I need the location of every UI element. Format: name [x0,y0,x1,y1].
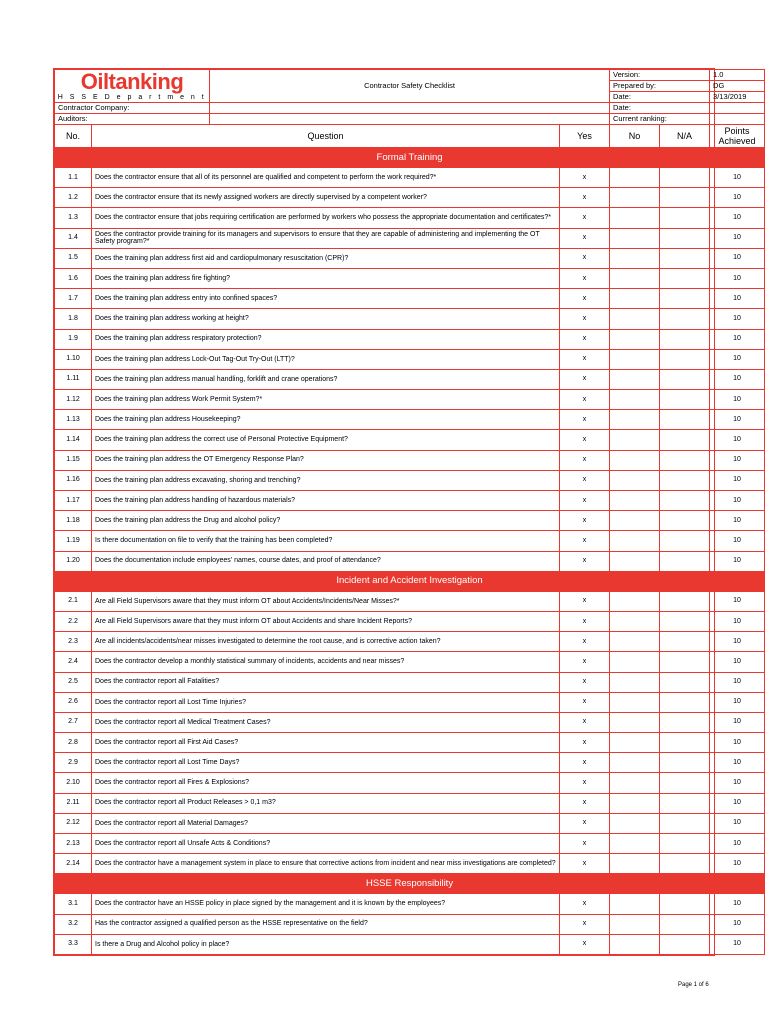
yes-cell[interactable]: x [560,491,610,511]
row-question: Is there documentation on file to verify that the training has been completed? [92,531,560,551]
col-no-answer: No [610,125,660,148]
no-cell[interactable] [610,834,660,854]
row-number: 1.4 [55,228,92,248]
yes-cell[interactable]: x [560,329,610,349]
page-footer: Page 1 of 6 [678,982,709,988]
points-cell: 10 [710,248,765,268]
points-cell: 10 [710,228,765,248]
no-cell[interactable] [610,914,660,934]
section-header [55,571,765,591]
auditors-field[interactable] [210,114,610,125]
checklist-sheet [53,68,756,956]
checklist-row [55,773,765,793]
points-cell: 10 [710,793,765,813]
checklist-row [55,914,765,934]
row-number: 1.2 [55,188,92,208]
no-cell[interactable] [610,390,660,410]
points-cell: 10 [710,611,765,631]
row-question: Does the training plan address Work Permit System?* [92,390,560,410]
points-cell: 10 [710,470,765,490]
yes-cell[interactable]: x [560,268,610,288]
na-cell[interactable] [660,430,710,450]
contractor-company-field[interactable] [210,103,610,114]
yes-cell[interactable]: x [560,470,610,490]
row-question: Does the contractor develop a monthly statistical summary of incidents, accidents and near misses? [92,652,560,672]
checklist-row [55,611,765,631]
no-cell[interactable] [610,591,660,611]
no-cell[interactable] [610,894,660,914]
na-cell[interactable] [660,632,710,652]
row-number: 1.5 [55,248,92,268]
checklist-row [55,289,765,309]
row-number: 1.6 [55,268,92,288]
checklist-table [54,69,765,955]
row-number: 1.11 [55,369,92,389]
yes-cell[interactable]: x [560,712,610,732]
points-cell: 10 [710,268,765,288]
no-cell[interactable] [610,692,660,712]
points-cell: 10 [710,692,765,712]
checklist-row [55,854,765,874]
no-cell[interactable] [610,470,660,490]
row-number: 3.1 [55,894,92,914]
checklist-row [55,813,765,833]
row-question: Does the contractor report all Lost Time Days? [92,753,560,773]
auditors-label: Auditors: [55,114,210,125]
row-question: Does the contractor report all Lost Time Injuries? [92,692,560,712]
na-cell[interactable] [660,228,710,248]
na-cell[interactable] [660,188,710,208]
no-cell[interactable] [610,349,660,369]
no-cell[interactable] [610,854,660,874]
points-cell: 10 [710,834,765,854]
col-question: Question [92,125,560,148]
checklist-row [55,934,765,954]
row-question: Does the training plan address handling of hazardous materials? [92,491,560,511]
no-cell[interactable] [610,773,660,793]
yes-cell[interactable]: x [560,733,610,753]
row-question: Does the training plan address Housekeeping? [92,410,560,430]
row-question: Has the contractor assigned a qualified person as the HSSE representative on the field? [92,914,560,934]
points-cell: 10 [710,188,765,208]
na-cell[interactable] [660,733,710,753]
points-cell: 10 [710,491,765,511]
row-number: 1.10 [55,349,92,369]
points-cell: 10 [710,551,765,571]
yes-cell[interactable]: x [560,611,610,631]
row-number: 2.7 [55,712,92,732]
yes-cell[interactable]: x [560,894,610,914]
no-cell[interactable] [610,430,660,450]
row-question: Does the training plan address excavating, shoring and trenching? [92,470,560,490]
row-question: Does the contractor ensure that its newly assigned workers are directly supervised by a competent worker? [92,188,560,208]
row-number: 1.15 [55,450,92,470]
na-cell[interactable] [660,268,710,288]
row-number: 2.5 [55,672,92,692]
row-question: Does the training plan address the Drug and alcohol policy? [92,511,560,531]
checklist-row [55,652,765,672]
no-cell[interactable] [610,268,660,288]
no-cell[interactable] [610,369,660,389]
na-cell[interactable] [660,894,710,914]
date2-label: Date: [610,103,710,114]
row-number: 1.9 [55,329,92,349]
row-number: 2.13 [55,834,92,854]
na-cell[interactable] [660,168,710,188]
row-number: 2.10 [55,773,92,793]
na-cell[interactable] [660,511,710,531]
no-cell[interactable] [610,208,660,228]
na-cell[interactable] [660,329,710,349]
points-cell: 10 [710,309,765,329]
prepared-by-label: Prepared by: [610,81,710,92]
yes-cell[interactable]: x [560,692,610,712]
na-cell[interactable] [660,793,710,813]
section-title: Incident and Accident Investigation [55,571,765,591]
na-cell[interactable] [660,591,710,611]
row-number: 2.14 [55,854,92,874]
yes-cell[interactable]: x [560,430,610,450]
current-ranking-label: Current ranking: [610,114,710,125]
na-cell[interactable] [660,813,710,833]
no-cell[interactable] [610,793,660,813]
no-cell[interactable] [610,733,660,753]
row-question: Does the training plan address Lock-Out Tag-Out Try-Out (LTT)? [92,349,560,369]
na-cell[interactable] [660,390,710,410]
points-cell: 10 [710,349,765,369]
department-label: H S S E D e p a r t m e n t [57,94,207,101]
row-number: 1.18 [55,511,92,531]
checklist-row [55,369,765,389]
no-cell[interactable] [610,491,660,511]
row-number: 2.3 [55,632,92,652]
checklist-row [55,712,765,732]
na-cell[interactable] [660,854,710,874]
row-number: 2.11 [55,793,92,813]
checklist-row [55,188,765,208]
yes-cell[interactable]: x [560,773,610,793]
row-number: 2.4 [55,652,92,672]
version-label: Version: [610,70,710,81]
document-title: Contractor Safety Checklist [210,70,610,103]
no-cell[interactable] [610,813,660,833]
prepared-by-value: DG [710,81,765,92]
yes-cell[interactable]: x [560,511,610,531]
yes-cell[interactable]: x [560,228,610,248]
row-number: 1.14 [55,430,92,450]
row-number: 1.1 [55,168,92,188]
row-number: 3.3 [55,934,92,954]
yes-cell[interactable]: x [560,248,610,268]
na-cell[interactable] [660,692,710,712]
row-number: 1.16 [55,470,92,490]
checklist-row [55,450,765,470]
checklist-row [55,692,765,712]
no-cell[interactable] [610,228,660,248]
points-cell: 10 [710,712,765,732]
row-number: 1.17 [55,491,92,511]
no-cell[interactable] [610,712,660,732]
row-question: Does the training plan address first aid and cardiopulmonary resuscitation (CPR)? [92,248,560,268]
no-cell[interactable] [610,248,660,268]
na-cell[interactable] [660,773,710,793]
col-yes: Yes [560,125,610,148]
row-question: Does the training plan address entry into confined spaces? [92,289,560,309]
checklist-row [55,591,765,611]
checklist-row [55,551,765,571]
na-cell[interactable] [660,410,710,430]
yes-cell[interactable]: x [560,834,610,854]
row-number: 2.12 [55,813,92,833]
no-cell[interactable] [610,410,660,430]
row-question: Does the documentation include employees' names, course dates, and proof of attendance? [92,551,560,571]
points-cell: 10 [710,430,765,450]
yes-cell[interactable]: x [560,531,610,551]
checklist-row [55,168,765,188]
row-question: Does the training plan address the correct use of Personal Protective Equipment? [92,430,560,450]
row-number: 2.2 [55,611,92,631]
checklist-row [55,248,765,268]
logo-cell [55,70,210,103]
current-ranking-field[interactable] [710,114,765,125]
checklist-row [55,632,765,652]
row-number: 1.8 [55,309,92,329]
row-question: Does the contractor report all Product Releases > 0,1 m3? [92,793,560,813]
yes-cell[interactable]: x [560,289,610,309]
yes-cell[interactable]: x [560,753,610,773]
checklist-row [55,793,765,813]
no-cell[interactable] [610,934,660,954]
row-question: Does the contractor have a management system in place to ensure that corrective actions from incident and near miss investigations are completed? [92,854,560,874]
points-cell: 10 [710,854,765,874]
na-cell[interactable] [660,652,710,672]
checklist-row [55,834,765,854]
yes-cell[interactable]: x [560,349,610,369]
points-cell: 10 [710,591,765,611]
row-question: Does the contractor report all Unsafe Acts & Conditions? [92,834,560,854]
yes-cell[interactable]: x [560,854,610,874]
checklist-row [55,733,765,753]
checklist-row [55,329,765,349]
row-question: Does the contractor report all Material Damages? [92,813,560,833]
col-na: N/A [660,125,710,148]
no-cell[interactable] [610,611,660,631]
points-cell: 10 [710,733,765,753]
oiltanking-logo: Oiltanking [80,69,184,94]
points-cell: 10 [710,390,765,410]
col-points: Points Achieved [710,125,765,148]
checklist-row [55,491,765,511]
na-cell[interactable] [660,934,710,954]
points-cell: 10 [710,450,765,470]
row-number: 2.9 [55,753,92,773]
points-cell: 10 [710,369,765,389]
points-cell: 10 [710,329,765,349]
checklist-row [55,470,765,490]
points-cell: 10 [710,773,765,793]
yes-cell[interactable]: x [560,632,610,652]
yes-cell[interactable]: x [560,208,610,228]
no-cell[interactable] [610,450,660,470]
checklist-row [55,894,765,914]
row-question: Does the contractor report all Fires & Explosions? [92,773,560,793]
yes-cell[interactable]: x [560,188,610,208]
row-question: Does the training plan address manual handling, forklift and crane operations? [92,369,560,389]
yes-cell[interactable]: x [560,410,610,430]
yes-cell[interactable]: x [560,591,610,611]
checklist-row [55,753,765,773]
row-number: 1.20 [55,551,92,571]
date2-field[interactable] [710,103,765,114]
section-title: Formal Training [55,148,765,168]
row-question: Does the training plan address fire fighting? [92,268,560,288]
row-question: Does the contractor report all First Aid Cases? [92,733,560,753]
points-cell: 10 [710,410,765,430]
section-header [55,148,765,168]
row-number: 2.6 [55,692,92,712]
na-cell[interactable] [660,369,710,389]
row-question: Does the contractor ensure that all of its personnel are qualified and competent to perform the work required?* [92,168,560,188]
row-number: 3.2 [55,914,92,934]
no-cell[interactable] [610,753,660,773]
checklist-row [55,228,765,248]
row-question: Are all incidents/accidents/near misses investigated to determine the root cause, and is corrective action taken? [92,632,560,652]
no-cell[interactable] [610,511,660,531]
yes-cell[interactable]: x [560,793,610,813]
points-cell: 10 [710,531,765,551]
points-cell: 10 [710,632,765,652]
na-cell[interactable] [660,834,710,854]
row-number: 2.8 [55,733,92,753]
row-number: 1.19 [55,531,92,551]
row-number: 1.7 [55,289,92,309]
row-number: 1.3 [55,208,92,228]
points-cell: 10 [710,753,765,773]
yes-cell[interactable]: x [560,309,610,329]
checklist-row [55,309,765,329]
checklist-row [55,672,765,692]
yes-cell[interactable]: x [560,934,610,954]
na-cell[interactable] [660,753,710,773]
row-number: 2.1 [55,591,92,611]
checklist-row [55,430,765,450]
points-cell: 10 [710,652,765,672]
row-question: Does the contractor have an HSSE policy in place signed by the management and it is known by the employees? [92,894,560,914]
col-no: No. [55,125,92,148]
yes-cell[interactable]: x [560,168,610,188]
checklist-row [55,208,765,228]
no-cell[interactable] [610,289,660,309]
na-cell[interactable] [660,289,710,309]
row-question: Does the training plan address respiratory protection? [92,329,560,349]
checklist-row [55,268,765,288]
points-cell: 10 [710,168,765,188]
points-cell: 10 [710,934,765,954]
yes-cell[interactable]: x [560,652,610,672]
checklist-row [55,390,765,410]
no-cell[interactable] [610,652,660,672]
date-label: Date: [610,92,710,103]
na-cell[interactable] [660,672,710,692]
no-cell[interactable] [610,551,660,571]
no-cell[interactable] [610,168,660,188]
row-question: Does the contractor report all Medical Treatment Cases? [92,712,560,732]
points-cell: 10 [710,289,765,309]
row-question: Does the training plan address the OT Emergency Response Plan? [92,450,560,470]
na-cell[interactable] [660,248,710,268]
na-cell[interactable] [660,208,710,228]
row-number: 1.13 [55,410,92,430]
no-cell[interactable] [610,531,660,551]
yes-cell[interactable]: x [560,813,610,833]
no-cell[interactable] [610,329,660,349]
checklist-row [55,511,765,531]
checklist-row [55,410,765,430]
row-question: Does the contractor provide training for its managers and supervisors to ensure that they are capable of administering and implementing the OT Safety program?* [92,228,560,248]
row-question: Are all Field Supervisors aware that they must inform OT about Accidents and share Incident Reports? [92,611,560,631]
na-cell[interactable] [660,470,710,490]
points-cell: 10 [710,914,765,934]
na-cell[interactable] [660,611,710,631]
na-cell[interactable] [660,349,710,369]
na-cell[interactable] [660,712,710,732]
na-cell[interactable] [660,531,710,551]
date-value: 3/13/2019 [710,92,765,103]
na-cell[interactable] [660,914,710,934]
points-cell: 10 [710,511,765,531]
version-value: 1.0 [710,70,765,81]
contractor-company-label: Contractor Company: [55,103,210,114]
na-cell[interactable] [660,450,710,470]
points-cell: 10 [710,208,765,228]
points-cell: 10 [710,894,765,914]
yes-cell[interactable]: x [560,914,610,934]
yes-cell[interactable]: x [560,551,610,571]
yes-cell[interactable]: x [560,369,610,389]
points-cell: 10 [710,672,765,692]
na-cell[interactable] [660,491,710,511]
yes-cell[interactable]: x [560,672,610,692]
no-cell[interactable] [610,632,660,652]
na-cell[interactable] [660,551,710,571]
checklist-row [55,349,765,369]
yes-cell[interactable]: x [560,390,610,410]
na-cell[interactable] [660,309,710,329]
section-title: HSSE Responsibility [55,874,765,894]
section-header [55,874,765,894]
row-question: Does the contractor ensure that jobs requiring certification are performed by workers who possess the appropriate documentation and certificates?* [92,208,560,228]
row-question: Does the training plan address working at height? [92,309,560,329]
no-cell[interactable] [610,309,660,329]
row-number: 1.12 [55,390,92,410]
yes-cell[interactable]: x [560,450,610,470]
points-cell: 10 [710,813,765,833]
no-cell[interactable] [610,672,660,692]
row-question: Are all Field Supervisors aware that they must inform OT about Accidents/Incidents/Near Misses?* [92,591,560,611]
row-question: Is there a Drug and Alcohol policy in place? [92,934,560,954]
no-cell[interactable] [610,188,660,208]
row-question: Does the contractor report all Fatalities? [92,672,560,692]
checklist-row [55,531,765,551]
